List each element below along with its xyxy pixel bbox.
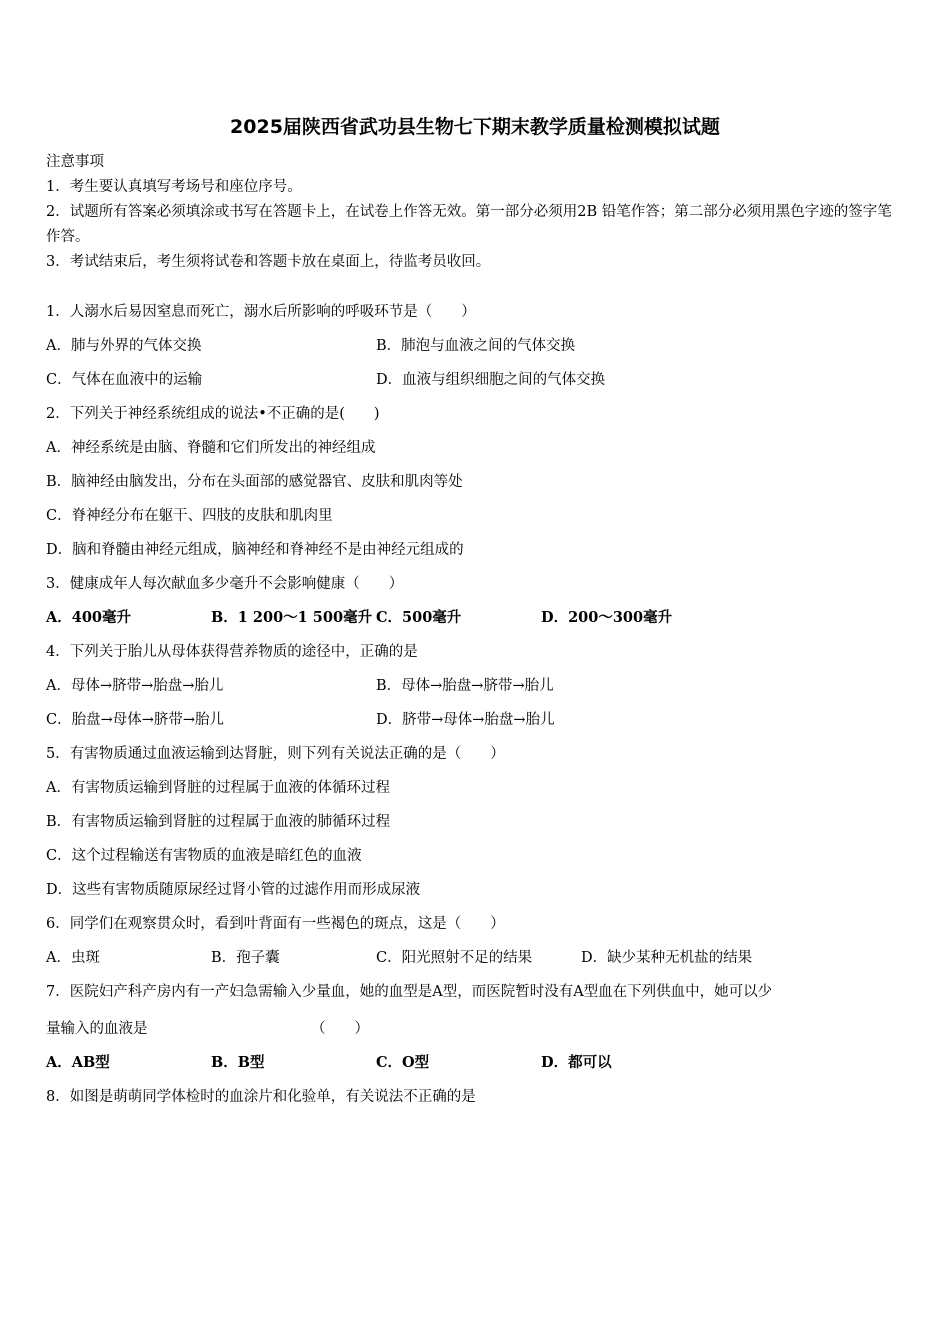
- notice-section: [46, 150, 906, 275]
- question-1-option-d: D．血液与组织细胞之间的气体交换: [376, 372, 606, 388]
- question-8-stem: 8．如图是萌萌同学体检时的血涂片和化验单，有关说法不正确的是: [46, 1089, 476, 1105]
- question-2-option-a: A．神经系统是由脑、脊髓和它们所发出的神经组成: [46, 440, 376, 456]
- question-4-stem: 4．下列关于胎儿从母体获得营养物质的途径中，正确的是: [46, 644, 418, 660]
- question-6-option-a: A．虫斑: [46, 950, 100, 966]
- notice-item: 1．考生要认真填写考场号和座位序号。: [46, 179, 302, 195]
- question-4-option-d: D．脐带→母体→胎盘→胎儿: [376, 712, 555, 728]
- question-2-option-d: D．脑和脊髓由神经元组成，脑神经和脊神经不是由神经元组成的: [46, 542, 464, 558]
- question-2-stem: 2．下列关于神经系统组成的说法•不正确的是( ): [46, 406, 380, 422]
- question-3-option-b: B．1 200～1 500毫升: [211, 609, 373, 626]
- question-1-option-b: B．肺泡与血液之间的气体交换: [376, 338, 576, 354]
- question-4-option-b: B．母体→胎盘→脐带→胎儿: [376, 678, 554, 694]
- question-5-option-a: A．有害物质运输到肾脏的过程属于血液的体循环过程: [46, 780, 390, 796]
- question-5-stem: 5．有害物质通过血液运输到达肾脏，则下列有关说法正确的是（ ）: [46, 746, 505, 762]
- question-4-option-c: C．胎盘→母体→脐带→胎儿: [46, 712, 225, 728]
- question-5-option-b: B．有害物质运输到肾脏的过程属于血液的肺循环过程: [46, 814, 391, 830]
- question-6-stem: 6．同学们在观察贯众时，看到叶背面有一些褐色的斑点，这是（ ）: [46, 916, 505, 932]
- question-6-option-b: B．孢子囊: [211, 950, 280, 966]
- question-7-option-c: C．O型: [376, 1054, 430, 1071]
- question-5-option-d: D．这些有害物质随原尿经过肾小管的过滤作用而形成尿液: [46, 882, 421, 898]
- question-5-option-c: C．这个过程输送有害物质的血液是暗红色的血液: [46, 848, 362, 864]
- question-2-option-c: C．脊神经分布在躯干、四肢的皮肤和肌肉里: [46, 508, 333, 524]
- question-7-answer-blank: （ ）: [311, 1021, 369, 1037]
- question-7-option-b: B．B型: [211, 1054, 265, 1071]
- question-7-option-a: A．AB型: [46, 1054, 110, 1071]
- question-3-option-c: C．500毫升: [376, 609, 462, 626]
- question-3-stem: 3．健康成年人每次献血多少毫升不会影响健康（ ）: [46, 576, 404, 592]
- notice-heading: 注意事项: [46, 154, 104, 170]
- question-1-stem: 1．人溺水后易因窒息而死亡，溺水后所影响的呼吸环节是（ ）: [46, 304, 476, 320]
- question-3-option-a: A．400毫升: [46, 609, 132, 626]
- question-3-option-d: D．200～300毫升: [541, 609, 673, 626]
- question-1-option-a: A．肺与外界的气体交换: [46, 338, 202, 354]
- notice-item: 2．试题所有答案必须填涂或书写在答题卡上，在试卷上作答无效。第一部分必须用2B 铅笔作答；第二部分必须用黑色字迹的签字笔作答。: [46, 204, 892, 245]
- question-4-option-a: A．母体→脐带→胎盘→胎儿: [46, 678, 224, 694]
- page-title: 2025届陕西省武功县生物七下期末教学质量检测模拟试题: [230, 116, 720, 138]
- question-7-option-d: D．都可以: [541, 1054, 612, 1071]
- question-6-option-c: C．阳光照射不足的结果: [376, 950, 533, 966]
- question-7-stem-cont: 量输入的血液是: [46, 1021, 148, 1037]
- question-2-option-b: B．脑神经由脑发出，分布在头面部的感觉器官、皮肤和肌肉等处: [46, 474, 463, 490]
- question-1-option-c: C．气体在血液中的运输: [46, 372, 203, 388]
- question-6-option-d: D．缺少某种无机盐的结果: [581, 950, 753, 966]
- notice-item: 3．考试结束后，考生须将试卷和答题卡放在桌面上，待监考员收回。: [46, 254, 491, 270]
- question-7-stem: 7．医院妇产科产房内有一产妇急需输入少量血，她的血型是A型，而医院暂时没有A型血在下列供血中，她可以少: [46, 984, 773, 1000]
